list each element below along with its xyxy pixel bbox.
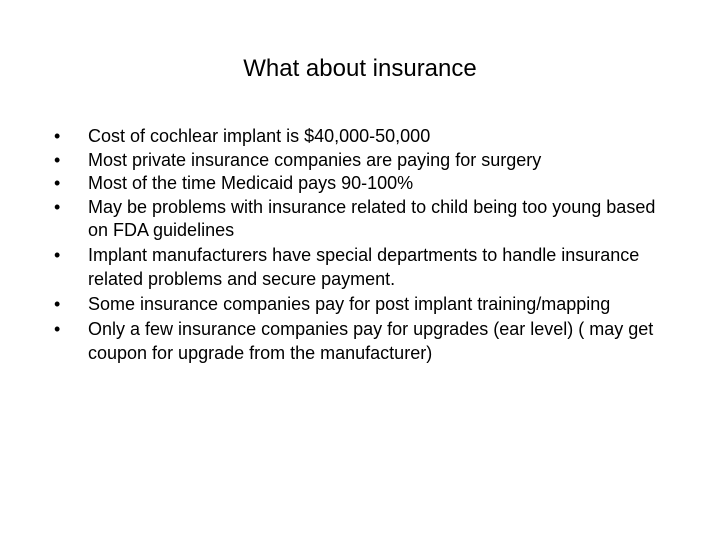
bullet-text: Only a few insurance companies pay for upgrades (ear level) ( may get coupon for upgrade from the manufacturer): [88, 319, 654, 363]
bullet-dot-icon: •: [54, 294, 61, 315]
bullet-dot-icon: •: [54, 149, 61, 170]
bullet-text: May be problems with insurance related to child being too young based on FDA guidelines: [88, 196, 656, 241]
bullet-dot-icon: •: [54, 173, 61, 194]
bullet-dot-icon: •: [54, 245, 61, 266]
bullet-item: [54, 125, 666, 149]
bullet-item: [54, 318, 666, 365]
bullet-text: Cost of cochlear implant is $40,000-50,000: [88, 126, 431, 146]
bullet-item: [54, 149, 666, 173]
bullet-text: Most of the time Medicaid pays 90-100%: [88, 173, 414, 194]
bullet-item: [54, 293, 666, 317]
bullet-text: Some insurance companies pay for post implant training/mapping: [88, 294, 611, 315]
bullet-text: Most private insurance companies are paying for surgery: [88, 149, 542, 170]
bullet-dot-icon: •: [54, 319, 61, 340]
bullet-list: [54, 125, 666, 367]
bullet-item: [54, 172, 666, 196]
bullet-text: Implant manufacturers have special departments to handle insurance related problems and secure payment.: [88, 245, 640, 290]
slide-title: What about insurance: [243, 55, 477, 82]
bullet-item: [54, 196, 666, 243]
bullet-item: [54, 244, 666, 291]
bullet-dot-icon: •: [54, 126, 61, 146]
bullet-dot-icon: •: [54, 196, 61, 217]
